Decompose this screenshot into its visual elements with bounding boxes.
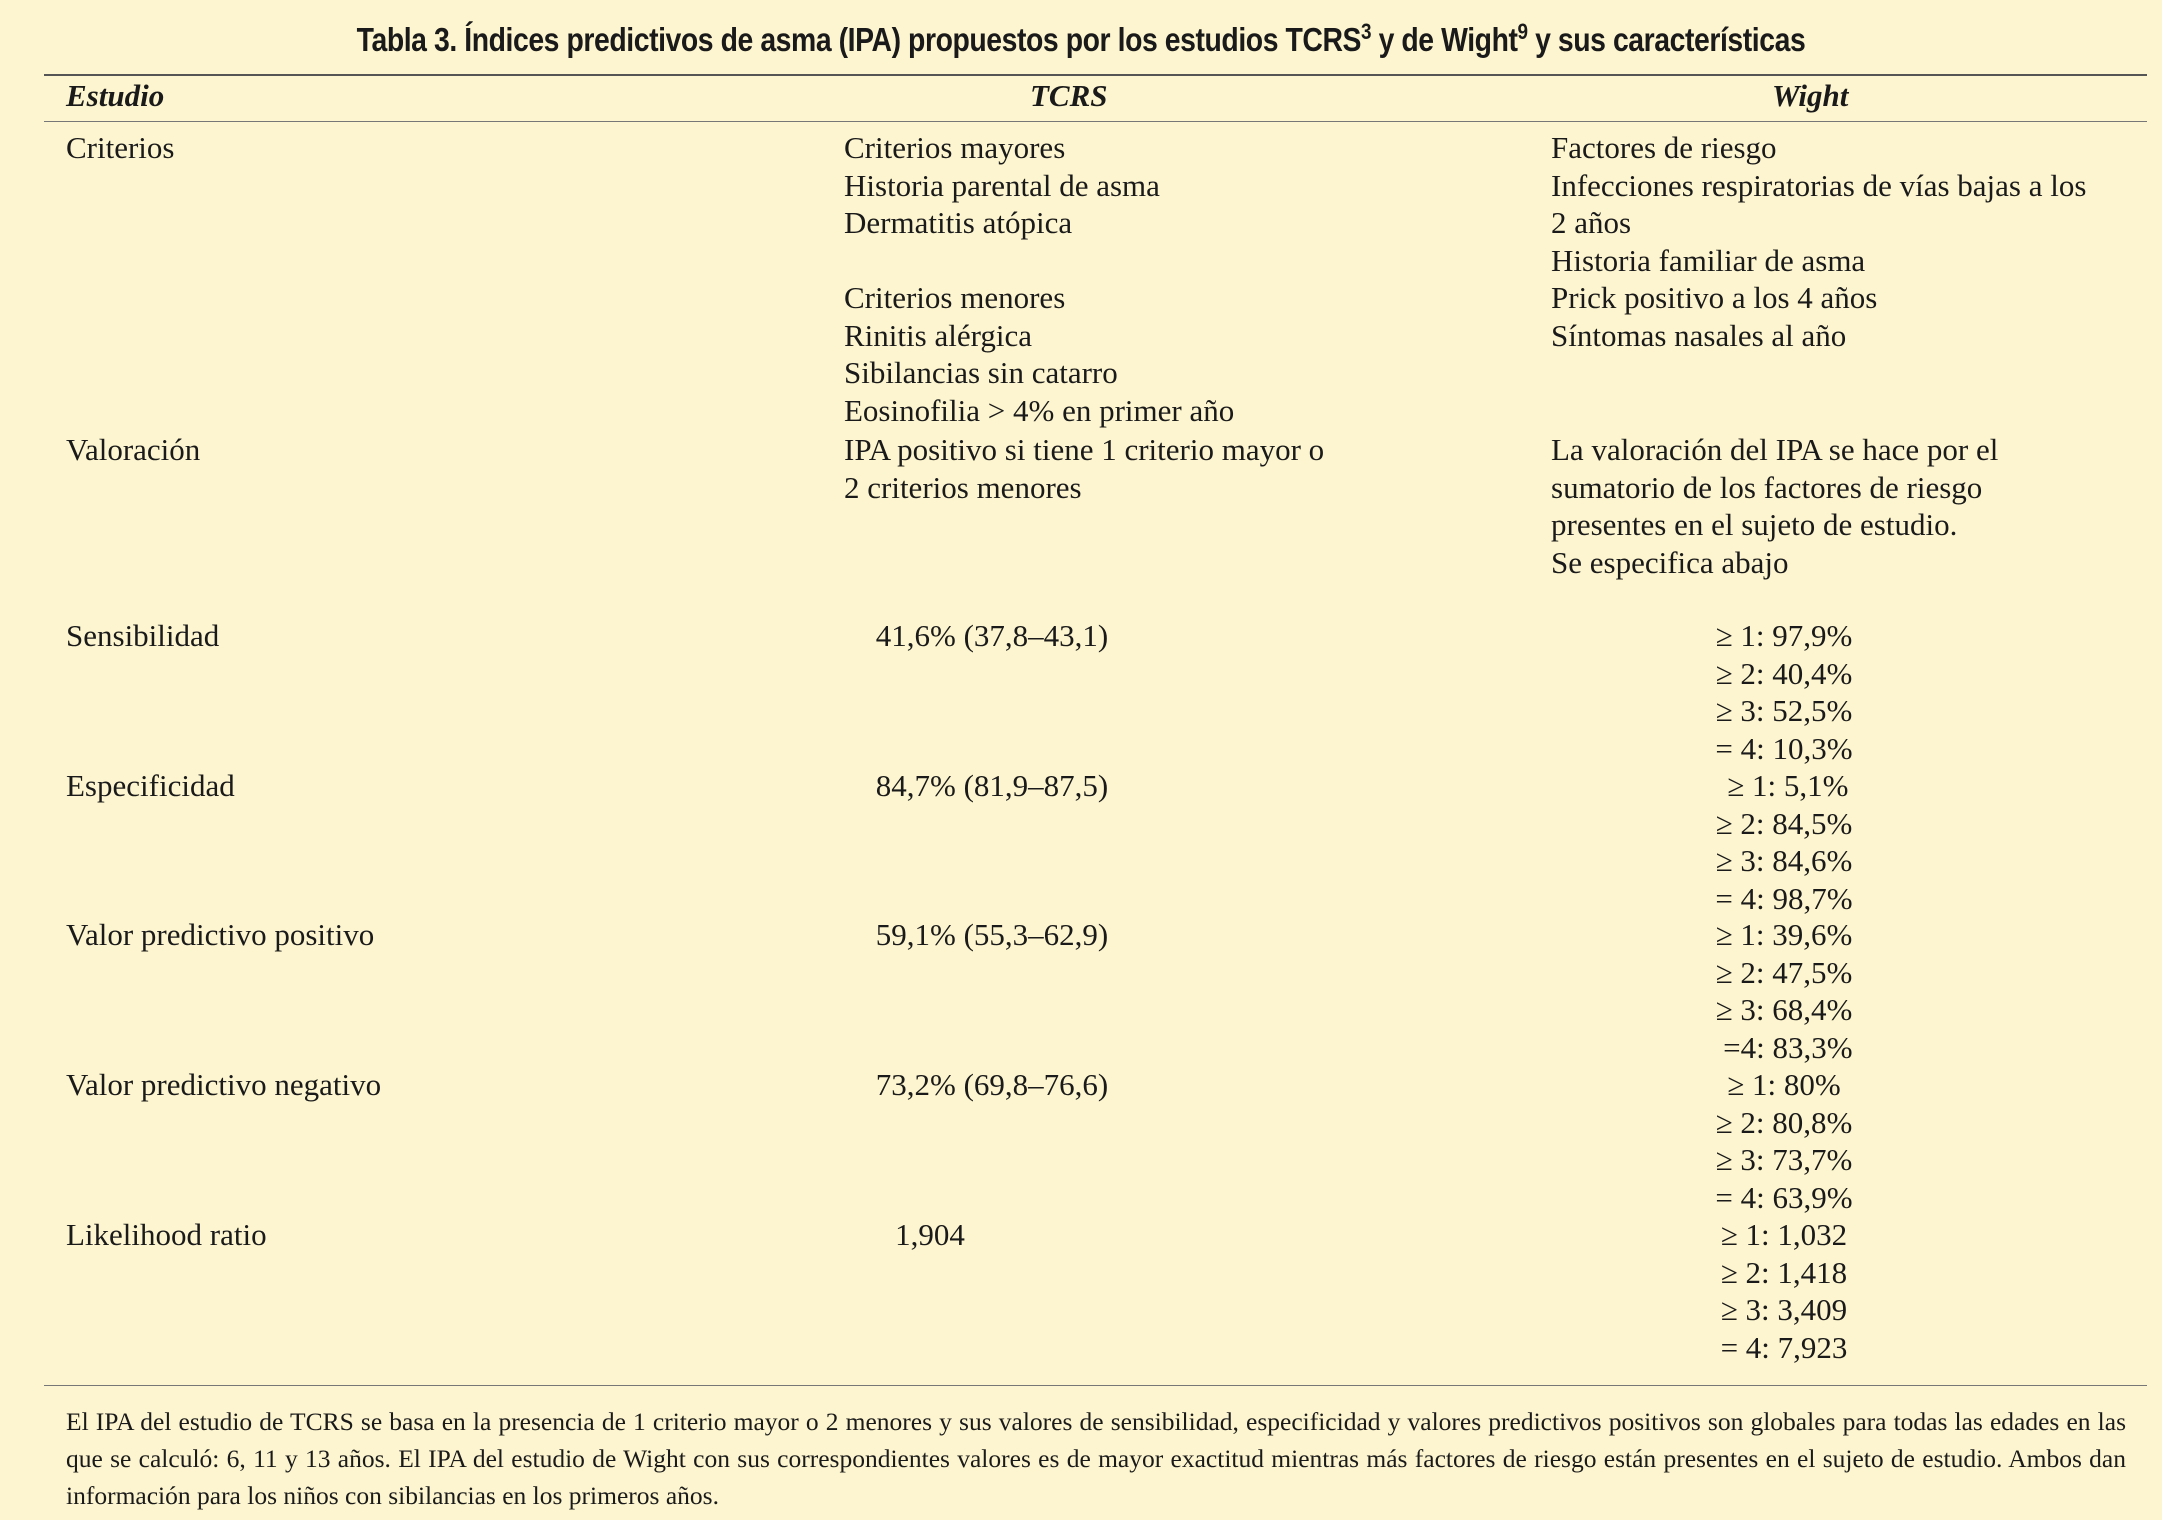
row-label: Sensibilidad: [66, 618, 220, 653]
footnote-rule: [44, 1385, 2147, 1386]
table-footnote: El IPA del estudio de TCRS se basa en la presencia de 1 criterio mayor o 2 menores y sus valores de sensibilidad, especificidad y valores predictivos positivos son globales para todas las edades en las que se calculó: 6, 11 y 13 años. El IPA del estudio de Wight con sus correspondientes valores es de mayor exactitud mientras más factores de riesgo están presentes en el sujeto de estudio. Ambos dan información para los niños con sibilancias en los primeros años.: [66, 1407, 2126, 1510]
tcrs-cell-line: 84,7% (81,9–87,5): [875, 768, 1109, 803]
tcrs-cell-line: Sibilancias sin catarro: [844, 355, 1118, 390]
wight-cell-line: Factores de riesgo: [1551, 130, 1777, 165]
title-superscript-ref-9: 9: [1517, 19, 1528, 44]
wight-cell-line: = 4: 98,7%: [1715, 880, 1853, 916]
tcrs-cell-line: Dermatitis atópica: [844, 205, 1073, 240]
wight-cell-line: ≥ 3: 84,6%: [1715, 843, 1853, 878]
wight-cell-line: ≥ 1: 97,9%: [1715, 618, 1853, 653]
row-label: Valor predictivo positivo: [66, 917, 375, 952]
row-label: Valor predictivo negativo: [66, 1067, 382, 1102]
wight-cell-line: ≥ 2: 40,4%: [1715, 655, 1853, 691]
table-title-mid: y de Wight: [1371, 21, 1518, 58]
wight-cell-line: Infecciones respiratorias de vías bajas a los: [1551, 167, 2087, 203]
wight-cell-line: ≥ 2: 1,418: [1720, 1254, 1848, 1290]
tcrs-cell-line: 41,6% (37,8–43,1): [875, 618, 1109, 653]
wight-cell-line: ≥ 3: 68,4%: [1715, 992, 1853, 1027]
wight-cell-line: Síntomas nasales al año: [1551, 317, 1847, 353]
header-wight: Wight: [1772, 78, 1849, 113]
wight-cell-line: ≥ 1: 80%: [1727, 1067, 1841, 1102]
title-superscript-ref-3: 3: [1361, 19, 1372, 44]
wight-cell-line: 2 años: [1551, 205, 1632, 240]
row-label: Criterios: [66, 130, 175, 165]
wight-cell-line: ≥ 3: 3,409: [1720, 1292, 1848, 1327]
wight-cell-line: Historia familiar de asma: [1551, 242, 1866, 278]
wight-cell-line: La valoración del IPA se hace por el: [1551, 432, 1999, 467]
wight-cell-line: = 4: 10,3%: [1715, 730, 1853, 766]
wight-cell-line: ≥ 1: 1,032: [1720, 1217, 1848, 1252]
tcrs-cell-line: 73,2% (69,8–76,6): [875, 1067, 1109, 1102]
tcrs-cell-line: Criterios menores: [844, 280, 1066, 315]
wight-cell-line: ≥ 3: 73,7%: [1715, 1142, 1853, 1177]
tcrs-cell-line: 2 criterios menores: [844, 469, 1082, 505]
tcrs-cell-line: 59,1% (55,3–62,9): [875, 917, 1109, 952]
row-label: Especificidad: [66, 768, 235, 803]
header-bottom-rule: [44, 121, 2147, 122]
table-title-end: y sus características: [1527, 21, 1806, 58]
tcrs-cell-line: Historia parental de asma: [844, 167, 1160, 203]
row-label: Valoración: [66, 432, 201, 467]
wight-cell-line: ≥ 2: 80,8%: [1715, 1104, 1853, 1140]
tcrs-cell-line: 1,904: [895, 1217, 965, 1252]
wight-cell-line: presentes en el sujeto de estudio.: [1551, 507, 1958, 542]
header-tcrs: TCRS: [1030, 78, 1108, 113]
wight-cell-line: Prick positivo a los 4 años: [1551, 280, 1878, 315]
wight-cell-line: ≥ 1: 39,6%: [1715, 917, 1853, 952]
wight-cell-line: = 4: 63,9%: [1715, 1179, 1853, 1215]
table-title-main: Tabla 3. Índices predictivos de asma (IPA) propuestos por los estudios TCRS: [356, 21, 1362, 58]
tcrs-cell-line: IPA positivo si tiene 1 criterio mayor o: [844, 432, 1325, 467]
wight-cell-line: ≥ 1: 5,1%: [1719, 768, 1849, 803]
tcrs-cell-line: Eosinofilia > 4% en primer año: [844, 392, 1235, 428]
wight-cell-line: sumatorio de los factores de riesgo: [1551, 469, 1983, 505]
header-estudio: Estudio: [66, 78, 165, 113]
row-label: Likelihood ratio: [66, 1217, 267, 1252]
wight-cell-line: =4: 83,3%: [1715, 1029, 1853, 1065]
wight-cell-line: ≥ 3: 52,5%: [1715, 693, 1853, 728]
wight-cell-line: ≥ 2: 84,5%: [1715, 805, 1853, 841]
tcrs-cell-line: Rinitis alérgica: [844, 317, 1032, 353]
table-title: [151, 18, 2010, 62]
wight-cell-line: ≥ 2: 47,5%: [1715, 954, 1853, 990]
tcrs-cell-line: Criterios mayores: [844, 130, 1066, 165]
wight-cell-line: = 4: 7,923: [1720, 1329, 1848, 1365]
wight-cell-line: Se especifica abajo: [1551, 544, 1789, 580]
